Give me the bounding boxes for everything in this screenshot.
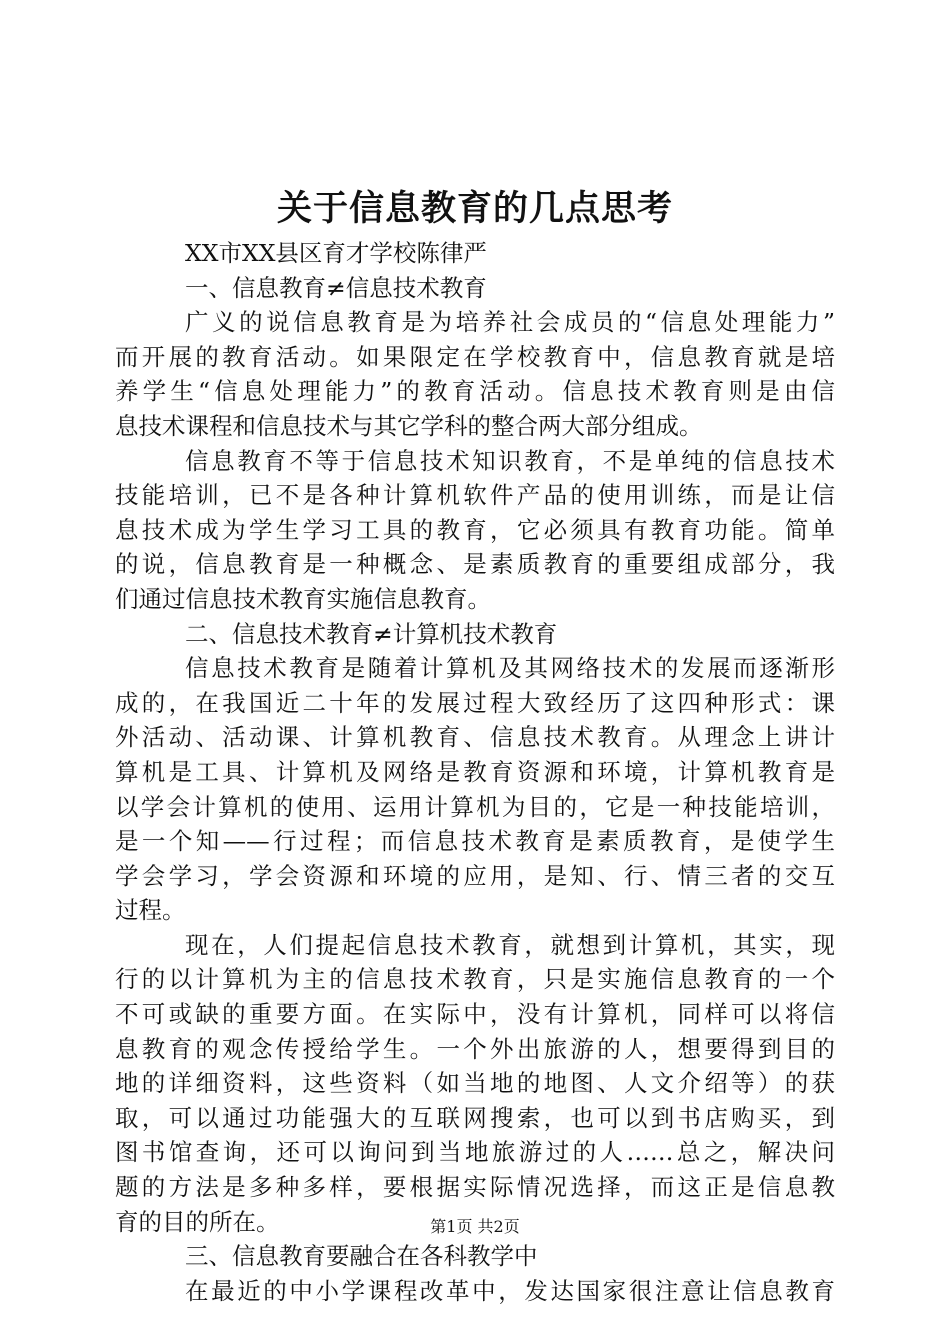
document-title: 关于信息教育的几点思考 bbox=[276, 188, 673, 229]
text-line: 在最近的中小学课程改革中，发达国家很注意让信息教育 bbox=[185, 1276, 835, 1305]
document-body bbox=[115, 236, 835, 1308]
text-line: 成的，在我国近二十年的发展过程大致经历了这四种形式：课 bbox=[115, 688, 835, 717]
text-line: 信息技术教育是随着计算机及其网络技术的发展而逐渐形 bbox=[185, 654, 835, 683]
text-line: 息技术成为学生学习工具的教育，它必须具有教育功能。简单 bbox=[115, 515, 835, 544]
text-line: 息技术课程和信息技术与其它学科的整合两大部分组成。 bbox=[115, 411, 703, 440]
text-line: 外活动、活动课、计算机教育、信息技术教育。从理念上讲计 bbox=[115, 723, 835, 752]
text-line: 广义的说信息教育是为培养社会成员的“信息处理能力” bbox=[185, 308, 835, 337]
text-line: 养学生“信息处理能力”的教育活动。信息技术教育则是由信 bbox=[115, 377, 835, 406]
text-line: 技能培训，已不是各种计算机软件产品的使用训练，而是让信 bbox=[115, 481, 835, 510]
text-line: 行的以计算机为主的信息技术教育，只是实施信息教育的一个 bbox=[115, 965, 835, 994]
text-line: 以学会计算机的使用、运用计算机为目的，它是一种技能培训， bbox=[115, 792, 835, 821]
text-line: 的说，信息教育是一种概念、是素质教育的重要组成部分，我 bbox=[115, 550, 835, 579]
text-line: 学会学习，学会资源和环境的应用，是知、行、情三者的交互 bbox=[115, 861, 835, 890]
text-line: 现在，人们提起信息技术教育，就想到计算机，其实，现 bbox=[185, 930, 835, 959]
text-line: 是一个知——行过程；而信息技术教育是素质教育，是使学生 bbox=[115, 827, 835, 856]
text-line: 图书馆查询，还可以询问到当地旅游过的人……总之，解决问 bbox=[115, 1138, 835, 1167]
text-line: 不可或缺的重要方面。在实际中，没有计算机，同样可以将信 bbox=[115, 1000, 835, 1029]
text-line: 们通过信息技术教育实施信息教育。 bbox=[115, 584, 491, 613]
text-line: 三、信息教育要融合在各科教学中 bbox=[185, 1242, 538, 1271]
text-line: 算机是工具、计算机及网络是教育资源和环境，计算机教育是 bbox=[115, 757, 835, 786]
text-line: 过程。 bbox=[115, 896, 186, 925]
text-line: 息教育的观念传授给学生。一个外出旅游的人，想要得到目的 bbox=[115, 1034, 835, 1063]
page-footer: 第1页 共2页 bbox=[430, 1217, 520, 1236]
text-line: 二、信息技术教育≠计算机技术教育 bbox=[185, 619, 558, 648]
text-line: XX市XX县区育才学校陈律严 bbox=[185, 239, 487, 267]
text-line: 一、信息教育≠信息技术教育 bbox=[185, 273, 487, 302]
text-line: 而开展的教育活动。如果限定在学校教育中，信息教育就是培 bbox=[115, 342, 835, 371]
text-line: 育的目的所在。 bbox=[115, 1207, 280, 1236]
text-line: 地的详细资料，这些资料（如当地的地图、人文介绍等）的获 bbox=[115, 1069, 835, 1098]
text-line: 题的方法是多种多样，要根据实际情况选择，而这正是信息教 bbox=[115, 1173, 835, 1202]
text-line: 信息教育不等于信息技术知识教育，不是单纯的信息技术 bbox=[185, 446, 835, 475]
text-line: 取，可以通过功能强大的互联网搜索，也可以到书店购买，到 bbox=[115, 1103, 835, 1132]
